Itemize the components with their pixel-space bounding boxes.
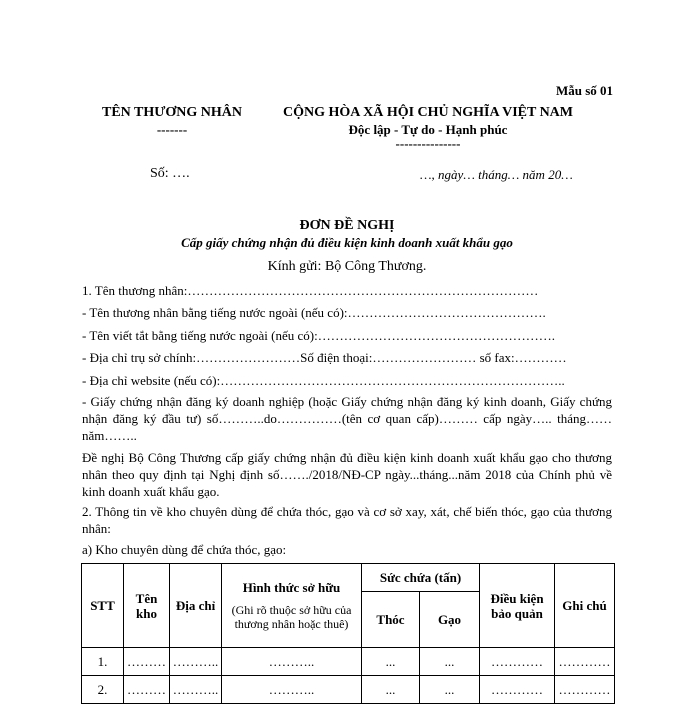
row-ownership: ……….. <box>222 648 362 676</box>
nation-header: CỘNG HÒA XÃ HỘI CHỦ NGHĨA VIỆT NAM <box>282 105 573 120</box>
warehouse-table <box>81 563 615 704</box>
foreign-name-line: - Tên thương nhân bằng tiếng nước ngoài (nếu có):………………………………………. <box>82 305 546 320</box>
row-stt: 2. <box>82 676 124 704</box>
row-rice: ... <box>420 648 480 676</box>
merchant-header: TÊN THƯƠNG NHÂN <box>101 105 242 120</box>
table-row <box>82 648 615 676</box>
header-warehouse-name: Tên kho <box>124 564 170 648</box>
header-capacity: Sức chứa (tấn) <box>362 564 480 592</box>
document-subtitle: Cấp giấy chứng nhận đủ điều kiện kinh doanh xuất khẩu gạo <box>181 235 513 250</box>
motto-dashes: --------------- <box>395 136 461 151</box>
row-ownership: ……….. <box>222 676 362 704</box>
head-office-line: - Địa chỉ trụ sở chính:……………………Số điện thoại:…………………… số fax:………… <box>82 350 567 365</box>
row-stt: 1. <box>82 648 124 676</box>
website-line: - Địa chỉ website (nếu có):…………………………………………………………………….. <box>82 373 565 388</box>
business-certificate-paragraph: - Giấy chứng nhận đăng ký doanh nghiệp (hoặc Giấy chứng nhận đăng ký kinh doanh, Giấy chứng nhận đăng ký đầu tư) số………..do……………(tên cơ quan cấp)……… cấp ngày….. tháng…… năm…….. <box>82 394 612 443</box>
row-paddy: ... <box>362 648 420 676</box>
date-line: …, ngày… tháng… năm 20… <box>420 167 573 182</box>
header-rice: Gạo <box>420 592 480 648</box>
document-title: ĐƠN ĐỀ NGHỊ <box>299 218 395 233</box>
row-address: ……….. <box>170 676 222 704</box>
row-notes: ………… <box>555 648 615 676</box>
merchant-name-line: 1. Tên thương nhân:……………………………………………………………………… <box>82 283 539 298</box>
row-name: ……… <box>124 648 170 676</box>
row-rice: ... <box>420 676 480 704</box>
header-paddy: Thóc <box>362 592 420 648</box>
header-storage-conditions: Điều kiện bảo quản <box>480 564 555 648</box>
merchant-dashes: ------- <box>156 122 188 137</box>
addressee: Kính gửi: Bộ Công Thương. <box>267 259 427 274</box>
header-ownership <box>222 564 362 648</box>
row-name: ……… <box>124 676 170 704</box>
section-2-heading: 2. Thông tin về kho chuyên dùng để chứa thóc, gạo và cơ sở xay, xát, chế biến thóc, gạo của thương nhân: <box>82 504 612 536</box>
row-paddy: ... <box>362 676 420 704</box>
national-motto: Độc lập - Tự do - Hạnh phúc <box>348 122 508 137</box>
request-paragraph: Đề nghị Bộ Công Thương cấp giấy chứng nhận đủ điều kiện kinh doanh xuất khẩu gạo cho thương nhân theo quy định tại Nghị định số……./2018/NĐ-CP ngày...tháng...năm 2018 của Chính phủ về kinh doanh xuất khẩu gạo. <box>82 450 612 499</box>
form-number: Mẫu số 01 <box>556 83 614 98</box>
ownership-note: (Ghi rõ thuộc sở hữu của thương nhân hoặc thuê) <box>231 603 352 631</box>
table-row <box>82 676 615 704</box>
abbrev-name-line: - Tên viết tắt bằng tiếng nước ngoài (nếu có):………………………………………………. <box>82 328 555 343</box>
header-notes: Ghi chú <box>555 564 615 648</box>
row-address: ……….. <box>170 648 222 676</box>
row-conditions: ………… <box>480 676 555 704</box>
document-number: Số: …. <box>150 166 190 181</box>
row-conditions: ………… <box>480 648 555 676</box>
header-address: Địa chỉ <box>170 564 222 648</box>
row-notes: ………… <box>555 676 615 704</box>
header-stt: STT <box>82 564 124 648</box>
section-2a-heading: a) Kho chuyên dùng để chứa thóc, gạo: <box>82 542 287 557</box>
ownership-title: Hình thức sở hữu <box>242 580 341 595</box>
